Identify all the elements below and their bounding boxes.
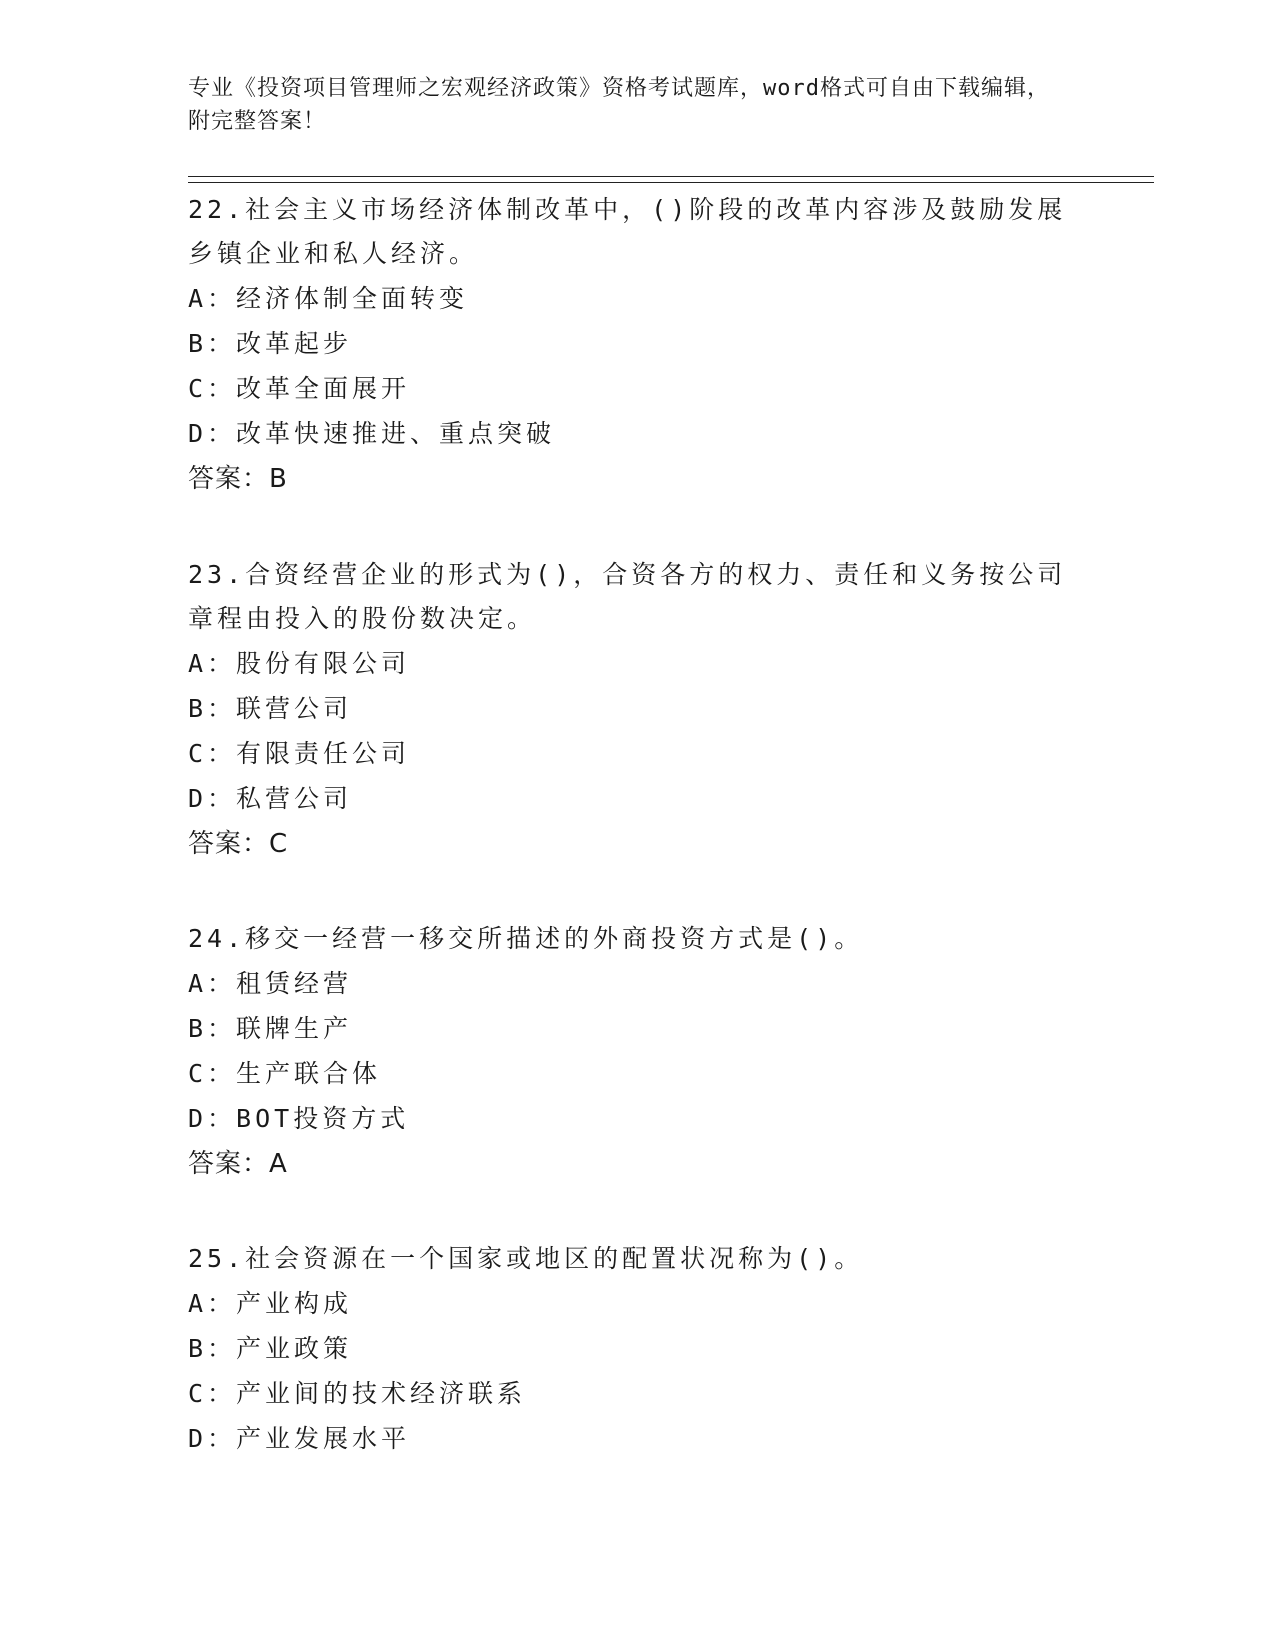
- header-divider-top: [188, 176, 1154, 177]
- option-c: C：有限责任公司: [188, 739, 411, 768]
- option-a: A：经济体制全面转变: [188, 284, 469, 313]
- question-22: [188, 188, 1088, 502]
- option-c: C：改革全面展开: [188, 374, 411, 403]
- question-24: [188, 917, 1088, 1187]
- question-stem: 23.合资经营企业的形式为()，合资各方的权力、责任和义务按公司章程由投入的股份数决定。: [188, 560, 1067, 633]
- option-b: B：产业政策: [188, 1334, 353, 1363]
- question-23: [188, 553, 1088, 867]
- answer: 答案：A: [188, 1149, 288, 1179]
- question-stem: 24.移交一经营一移交所描述的外商投资方式是()。: [188, 924, 864, 953]
- option-a: A：股份有限公司: [188, 649, 411, 678]
- question-25: [188, 1237, 1088, 1461]
- option-b: B：联牌生产: [188, 1014, 353, 1043]
- option-c: C：生产联合体: [188, 1059, 382, 1088]
- header-divider-bottom: [188, 182, 1154, 183]
- option-b: B：改革起步: [188, 329, 353, 358]
- document-header: 专业《投资项目管理师之宏观经济政策》资格考试题库，word格式可自由下载编辑，附完整答案！: [188, 76, 1050, 134]
- question-stem: 25.社会资源在一个国家或地区的配置状况称为()。: [188, 1244, 864, 1273]
- option-d: D：产业发展水平: [188, 1424, 411, 1453]
- answer: 答案：C: [188, 829, 289, 859]
- option-d: D：改革快速推进、重点突破: [188, 419, 556, 448]
- option-c: C：产业间的技术经济联系: [188, 1379, 527, 1408]
- option-b: B：联营公司: [188, 694, 353, 723]
- option-a: A：产业构成: [188, 1289, 353, 1318]
- question-stem: 22.社会主义市场经济体制改革中，()阶段的改革内容涉及鼓励发展乡镇企业和私人经济。: [188, 195, 1067, 268]
- option-a: A：租赁经营: [188, 969, 353, 998]
- answer: 答案：B: [188, 464, 288, 494]
- option-d: D：私营公司: [188, 784, 353, 813]
- option-d: D：BOT投资方式: [188, 1104, 410, 1133]
